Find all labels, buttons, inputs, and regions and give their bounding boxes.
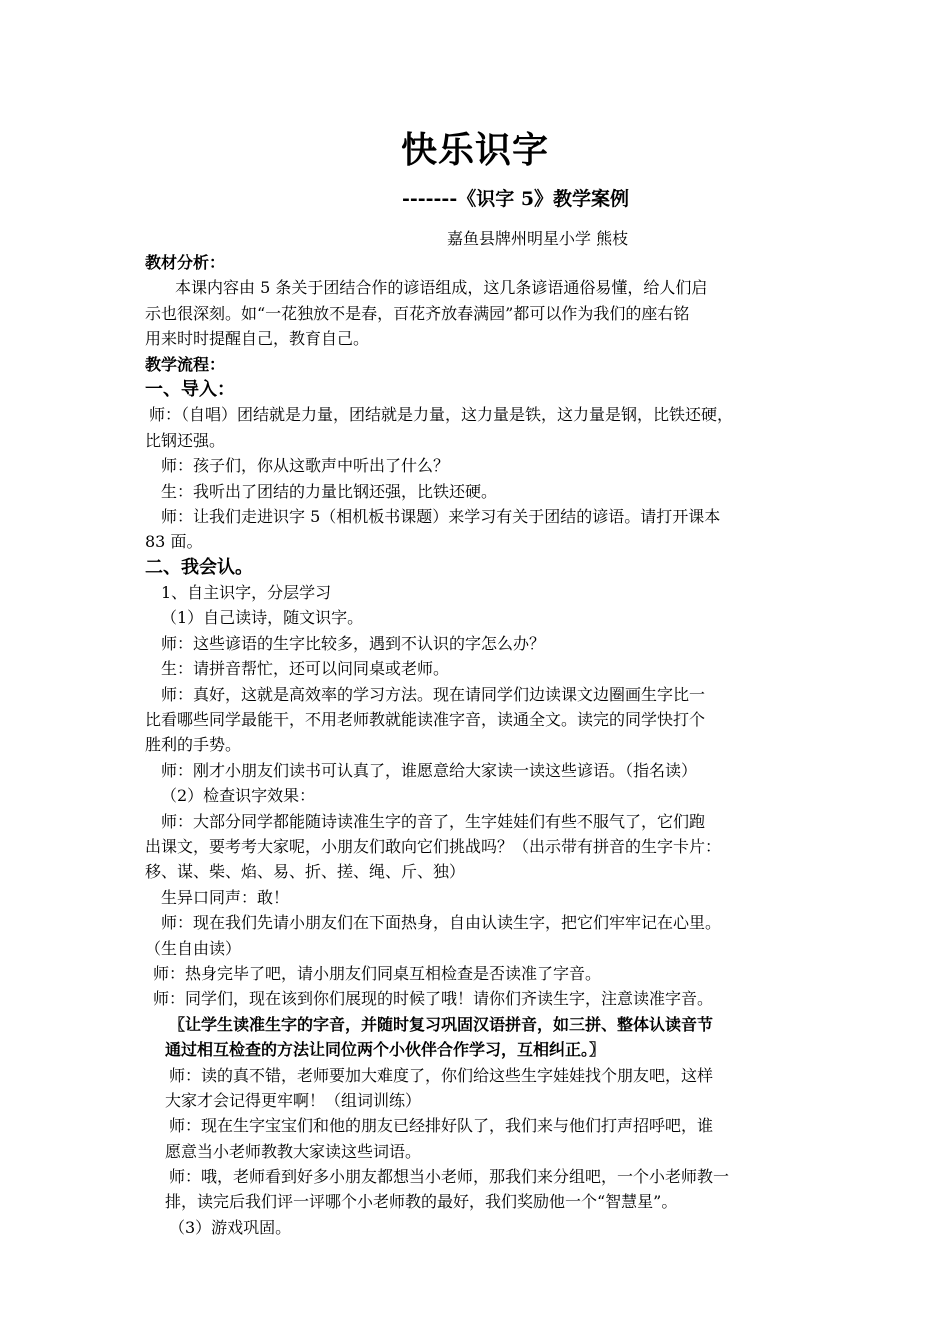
paragraph-line: 师：同学们，现在该到你们展现的时候了哦！请你们齐读生字，注意读准字音。 xyxy=(153,989,714,1009)
paragraph-line: 师：热身完毕了吧，请小朋友们同桌互相检查是否读准了字音。 xyxy=(153,963,602,983)
paragraph-line: 师：大部分同学都能随诗读准生字的音了，生字娃娃们有些不服气了，它们跑 xyxy=(161,811,706,831)
section-heading-analysis: 教材分析： xyxy=(145,253,226,272)
subheading-line: （2）检查识字效果： xyxy=(161,786,316,806)
paragraph-line: 师：哦，老师看到好多小朋友都想当小老师，那我们来分组吧，一个小老师教一 xyxy=(169,1167,730,1187)
paragraph-line: 比看哪些同学最能干，不用老师教就能读准字音，读通全文。读完的同学快打个 xyxy=(145,710,706,730)
paragraph-line: 出课文，要考考大家呢，小朋友们敢向它们挑战吗？（出示带有拼音的生字卡片： xyxy=(145,836,722,856)
subheading-line: （1）自己读诗，随文识字。 xyxy=(161,608,364,628)
subheading-line: （3）游戏巩固。 xyxy=(169,1217,292,1237)
document-body xyxy=(145,250,811,1240)
paragraph-line: 生：请拼音帮忙，还可以问同桌或老师。 xyxy=(161,659,450,679)
paragraph-line: 师：现在我们先请小朋友们在下面热身，自由认读生字，把它们牢牢记在心里。 xyxy=(161,913,722,933)
paragraph-line: 大家才会记得更牢啊！（组词训练） xyxy=(165,1090,422,1110)
paragraph-line: 1、自主识字，分层学习 xyxy=(161,583,332,603)
teaching-note-line: 〖让学生读准生字的字音，并随时复习巩固汉语拼音，如三拼、整体认读音节 xyxy=(169,1014,714,1034)
teaching-note-line: 通过相互检查的方法让同位两个小伙伴合作学习，互相纠正。〗 xyxy=(165,1040,606,1060)
paragraph-line: 本课内容由 5 条关于团结合作的谚语组成，这几条谚语通俗易懂，给人们启 xyxy=(175,278,708,298)
section-heading-process: 教学流程： xyxy=(145,354,226,374)
paragraph-line: 生异口同声：敢！ xyxy=(161,887,290,907)
paragraph-line: 比钢还强。 xyxy=(145,430,226,450)
paragraph-line: 师：（自唱）团结就是力量，团结就是力量，这力量是铁，这力量是钢，比铁还硬， xyxy=(149,405,734,425)
section-heading-intro: 一、导入： xyxy=(145,378,235,400)
paragraph-line: 用来时时提醒自己，教育自己。 xyxy=(145,329,370,349)
paragraph-line: 师：孩子们，你从这歌声中听出了什么？ xyxy=(161,456,450,476)
document-subtitle: -------《识字 5》教学案例 xyxy=(402,188,630,210)
document-title: 快乐识字 xyxy=(400,129,549,171)
section-heading-recognize: 二、我会认。 xyxy=(145,556,253,578)
paragraph-line: 生：我听出了团结的力量比钢还强，比铁还硬。 xyxy=(161,481,498,501)
paragraph-line: 师：让我们走进识字 5（相机板书课题）来学习有关于团结的谚语。请打开课本 xyxy=(161,506,721,526)
paragraph-line: 师：刚才小朋友们读书可认真了，谁愿意给大家读一读这些谚语。（指名读） xyxy=(161,760,698,780)
paragraph-line: 师：这些谚语的生字比较多，遇到不认识的字怎么办？ xyxy=(161,633,546,653)
paragraph-line: 师：读的真不错，老师要加大难度了，你们给这些生字娃娃找个朋友吧，这样 xyxy=(169,1065,714,1085)
paragraph-line: 师：真好，这就是高效率的学习方法。现在请同学们边读课文边圈画生字比一 xyxy=(161,684,706,704)
paragraph-line: 移、谋、柴、焰、易、折、搓、绳、斤、独） xyxy=(145,862,466,882)
paragraph-line: 83 面。 xyxy=(145,532,203,552)
author-line: 嘉鱼县牌州明星小学 熊枝 xyxy=(447,229,629,248)
paragraph-line: 排，读完后我们评一评哪个小老师教的最好，我们奖励他一个“智慧星”。 xyxy=(165,1192,678,1212)
paragraph-line: 愿意当小老师教教大家读这些词语。 xyxy=(165,1141,422,1161)
paragraph-line: 胜利的手势。 xyxy=(145,735,242,755)
paragraph-line: （生自由读） xyxy=(145,938,242,958)
paragraph-line: 师：现在生字宝宝们和他的朋友已经排好队了，我们来与他们打声招呼吧，谁 xyxy=(169,1116,714,1136)
paragraph-line: 示也很深刻。如“一花独放不是春，百花齐放春满园”都可以作为我们的座右铭 xyxy=(145,303,690,323)
